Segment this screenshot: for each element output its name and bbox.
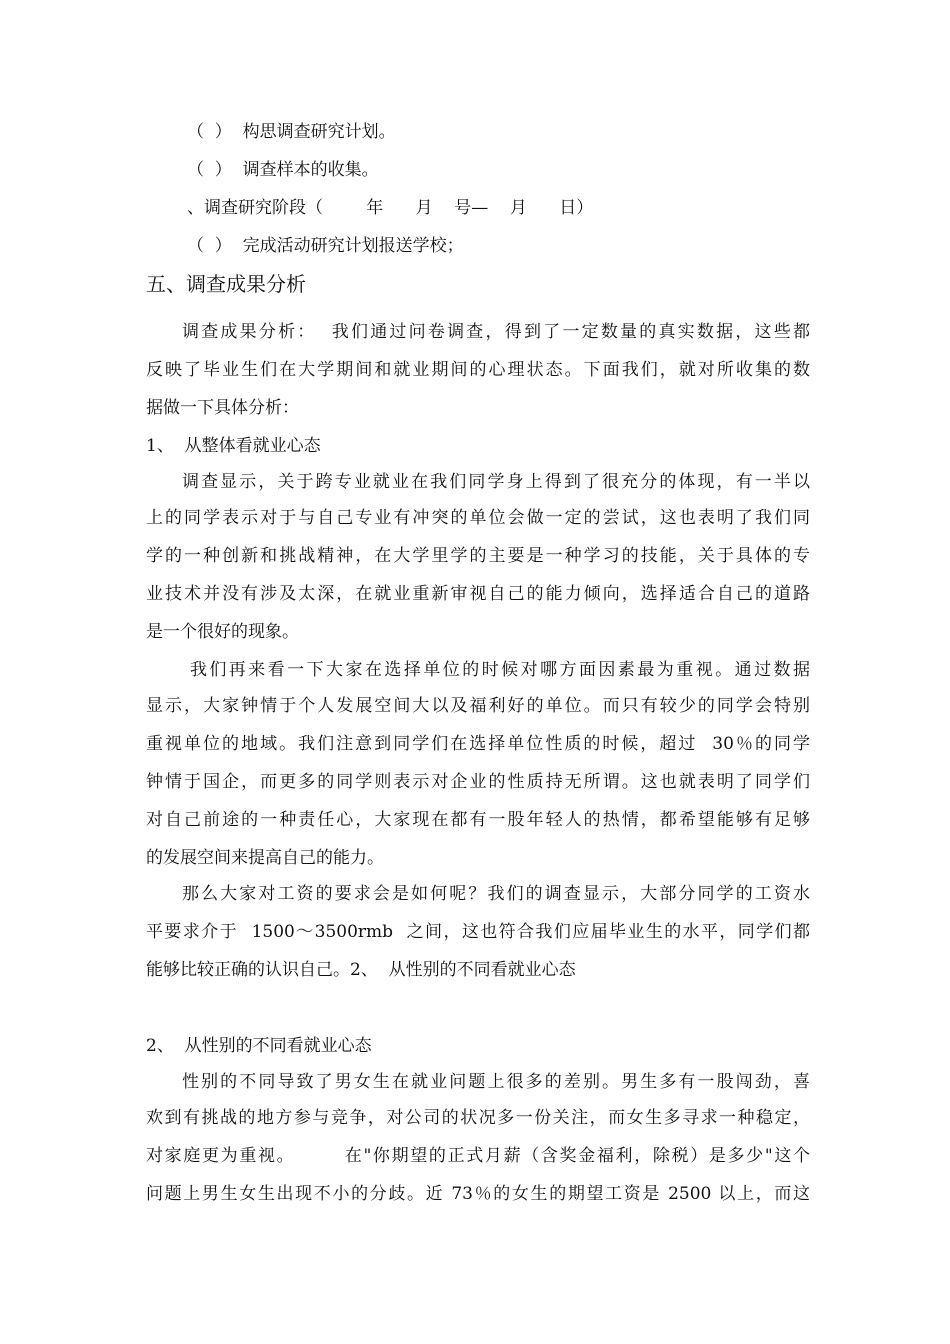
intro-line: 据做一下具体分析：	[146, 398, 299, 418]
paragraph-line: 欢到有挑战的地方参与竞争，对公司的状况多一份关注，而女生多寻求一种稳定，	[146, 1108, 810, 1128]
section-title: 五、调查成果分析	[146, 272, 306, 296]
paragraph-line: 性别的不同导致了男女生在就业问题上很多的差别。男生多有一股闯劲，喜	[182, 1072, 810, 1092]
subsection-title: 1、 从整体看就业心态	[146, 436, 321, 456]
paragraph-line: 调查显示，关于跨专业就业在我们同学身上得到了很充分的体现，有一半以	[182, 472, 810, 492]
paragraph-line: 对自己前途的一种责任心，大家现在都有一股年轻人的热情，都希望能够有足够	[146, 810, 810, 830]
paragraph-line: 问题上男生女生出现不小的分歧。近 73％的女生的期望工资是 2500 以上，而这	[146, 1184, 810, 1204]
subsection-title: 2、 从性别的不同看就业心态	[146, 1036, 372, 1056]
paragraph-line: 平要求介于 1500～3500rmb 之间，这也符合我们应届毕业生的水平，同学们都	[146, 922, 810, 942]
paragraph-line: 的发展空间来提高自己的能力。	[146, 848, 384, 868]
paragraph-line: 业技术并没有涉及太深，在就业重新审视自己的能力倾向，选择适合自己的道路	[146, 584, 810, 604]
paragraph-line: 学的一种创新和挑战精神，在大学里学的主要是一种学习的技能，关于具体的专	[146, 546, 810, 566]
paragraph-line: 那么大家对工资的要求会是如何呢？我们的调查显示，大部分同学的工资水	[182, 884, 810, 904]
plan-item: （ ） 完成活动研究计划报送学校；	[187, 236, 464, 256]
plan-item: （ ） 构思调查研究计划。	[187, 122, 396, 142]
paragraph-line: 上的同学表示对于与自己专业有冲突的单位会做一定的尝试，这也表明了我们同	[146, 508, 810, 528]
paragraph-line: 我们再来看一下大家在选择单位的时候对哪方面因素最为重视。通过数据	[182, 660, 810, 680]
plan-item: 、调查研究阶段（ 年 月 号— 月 日）	[187, 198, 594, 218]
intro-line: 反映了毕业生们在大学期间和就业期间的心理状态。下面我们，就对所收集的数	[146, 360, 810, 380]
paragraph-line: 对家庭更为重视。 在"你期望的正式月薪（含奖金福利，除税）是多少"这个	[146, 1146, 810, 1166]
paragraph-line: 显示，大家钟情于个人发展空间大以及福利好的单位。而只有较少的同学会特别	[146, 696, 810, 716]
paragraph-line: 重视单位的地域。我们注意到同学们在选择单位性质的时候，超过 30％的同学	[146, 734, 810, 754]
paragraph-line: 能够比较正确的认识自己。2、 从性别的不同看就业心态	[146, 960, 576, 980]
intro-line: 调查成果分析： 我们通过问卷调查，得到了一定数量的真实数据，这些都	[182, 322, 810, 342]
paragraph-line: 钟情于国企，而更多的同学则表示对企业的性质持无所谓。这也就表明了同学们	[146, 772, 810, 792]
plan-item: （ ） 调查样本的收集。	[187, 160, 379, 180]
paragraph-line: 是一个很好的现象。	[146, 622, 299, 642]
